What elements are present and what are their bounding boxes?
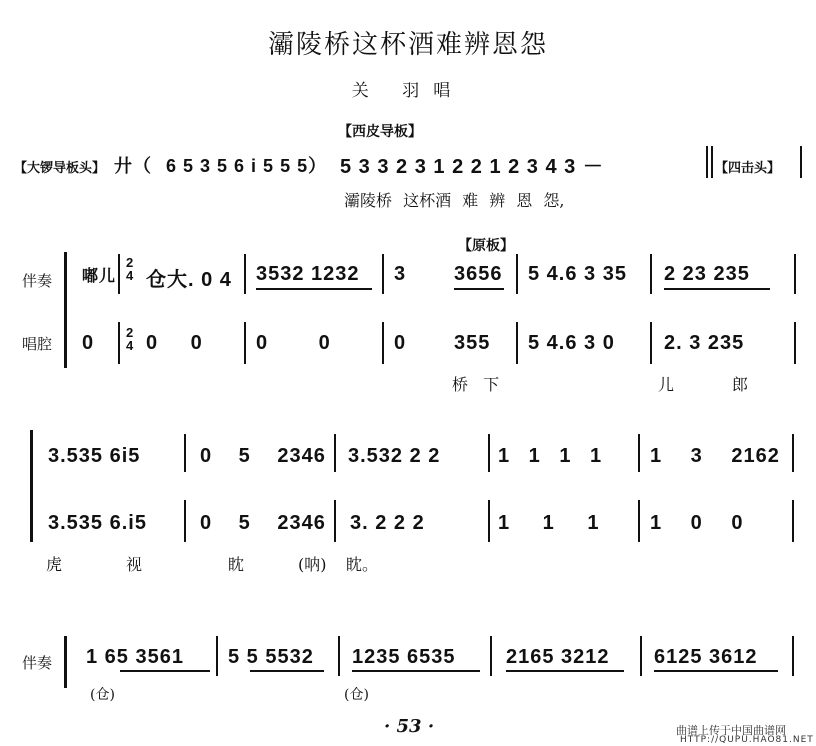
vocal-cell: 0 [394, 332, 407, 354]
tempo-mark-xipi: 【西皮导板】 [338, 124, 422, 140]
vocal-cell: 1 0 0 [650, 512, 744, 534]
barline [516, 322, 518, 364]
accomp-cell: 0 5 2346 [200, 445, 326, 467]
melody-row1: 5 3 3 2 3 1 2 2 1 2 3 4 3 － [340, 156, 604, 178]
accomp-cell: 3.535 6i5 [48, 445, 141, 467]
barline [338, 636, 340, 676]
barline [800, 146, 802, 178]
lyric: 儿 [658, 375, 675, 394]
barline [638, 500, 640, 542]
vocal-cell: 0 5 2346 [200, 512, 326, 534]
barline [244, 254, 246, 294]
vocal-label: 唱腔 [22, 335, 53, 353]
barline [711, 146, 713, 178]
vocal-cell: 3.535 6.i5 [48, 512, 147, 534]
barline [334, 434, 336, 472]
vocal-cell: 2. 3 235 [664, 332, 745, 354]
tempo-mark-yuanban: 【原板】 [458, 238, 514, 254]
accomp-cell: 3 [394, 263, 407, 285]
barline [488, 500, 490, 542]
accomp-cell: 2165 3212 [506, 646, 610, 668]
percussion-mark-end: 【四击头】 [715, 161, 781, 176]
system-brace [30, 430, 33, 542]
barline [516, 254, 518, 294]
watermark-text: 曲谱上传于中国曲谱网 [676, 724, 786, 737]
page-number: · 53 · [384, 716, 435, 737]
barline [216, 636, 218, 676]
barline [650, 254, 652, 294]
accomp-label: 伴奏 [22, 654, 53, 672]
barline [794, 322, 796, 364]
underline [506, 670, 624, 672]
underline [664, 288, 770, 290]
barline [118, 254, 120, 294]
percussion-mark-intro: 【大锣导板头】 [14, 161, 106, 176]
barline [792, 434, 794, 472]
underline [256, 288, 372, 290]
barline [490, 636, 492, 676]
barline [706, 146, 708, 178]
barline [382, 322, 384, 364]
accomp-cell: 1 65 3561 [86, 646, 184, 668]
underline [352, 670, 480, 672]
barline [650, 322, 652, 364]
vocal-cell: 0 0 [146, 332, 203, 354]
lyric: 视 [126, 555, 143, 574]
barline [118, 322, 120, 364]
system-brace [64, 636, 67, 688]
accomp-cell: 1 3 2162 [650, 445, 780, 467]
system-brace [64, 252, 67, 368]
accomp-label: 伴奏 [22, 272, 53, 290]
accomp-cell: 5 4.6 3 35 [528, 263, 627, 285]
barline [488, 434, 490, 472]
lyric: 眈 [228, 555, 245, 574]
percussion-cue: (仓) [90, 687, 115, 703]
lyric: 郎 [732, 375, 749, 394]
lyrics-row1: 灞陵桥 这杯酒 难 辨 恩 怨, [344, 191, 565, 210]
accomp-cell: 嘟儿 [82, 268, 117, 285]
underline [454, 288, 504, 290]
accomp-cell: 3656 [454, 263, 503, 285]
lyric: 眈。 [346, 555, 379, 574]
barline [792, 500, 794, 542]
underline [120, 670, 210, 672]
intro-symbol: 廾（ [114, 156, 152, 176]
barline [794, 254, 796, 294]
accomp-cell: 仓大. 0 4 [146, 269, 232, 291]
time-signature-vocal: 2 4 [126, 325, 135, 353]
accomp-cell: 1 1 1 1 [498, 445, 603, 467]
intro-notes: 6 5 3 5 6 i 5 5 5） [166, 156, 328, 176]
vocal-cell: 0 [82, 332, 95, 354]
barline [792, 636, 794, 676]
barline [184, 500, 186, 542]
accomp-cell: 6125 3612 [654, 646, 758, 668]
barline [640, 636, 642, 676]
accomp-cell: 2 23 235 [664, 263, 750, 285]
barline [184, 434, 186, 472]
underline [250, 670, 324, 672]
accomp-cell: 3532 1232 [256, 263, 360, 285]
underline [654, 670, 778, 672]
barline [382, 254, 384, 294]
lyric: 虎 [46, 555, 63, 574]
vocal-cell: 355 [454, 332, 491, 354]
time-signature-top: 2 4 [126, 255, 135, 283]
accomp-cell: 3.532 2 2 [348, 445, 441, 467]
watermark-url: HTTP://QUPU.HAO81.NET [680, 735, 814, 745]
singer-subtitle: 关 羽唱 [351, 81, 465, 101]
vocal-cell: 3. 2 2 2 [350, 512, 425, 534]
barline [334, 500, 336, 542]
accomp-cell: 1235 6535 [352, 646, 456, 668]
vocal-cell: 5 4.6 3 0 [528, 332, 615, 354]
vocal-cell: 0 0 [256, 332, 331, 354]
page-title: 灞陵桥这杯酒难辨恩怨 [267, 30, 548, 60]
barline [638, 434, 640, 472]
lyric: (呐) [298, 555, 327, 574]
percussion-cue: (仓) [344, 687, 369, 703]
lyric: 桥 下 [452, 375, 500, 394]
vocal-cell: 1 1 1 [498, 512, 600, 534]
accomp-cell: 5 5 5532 [228, 646, 314, 668]
barline [244, 322, 246, 364]
